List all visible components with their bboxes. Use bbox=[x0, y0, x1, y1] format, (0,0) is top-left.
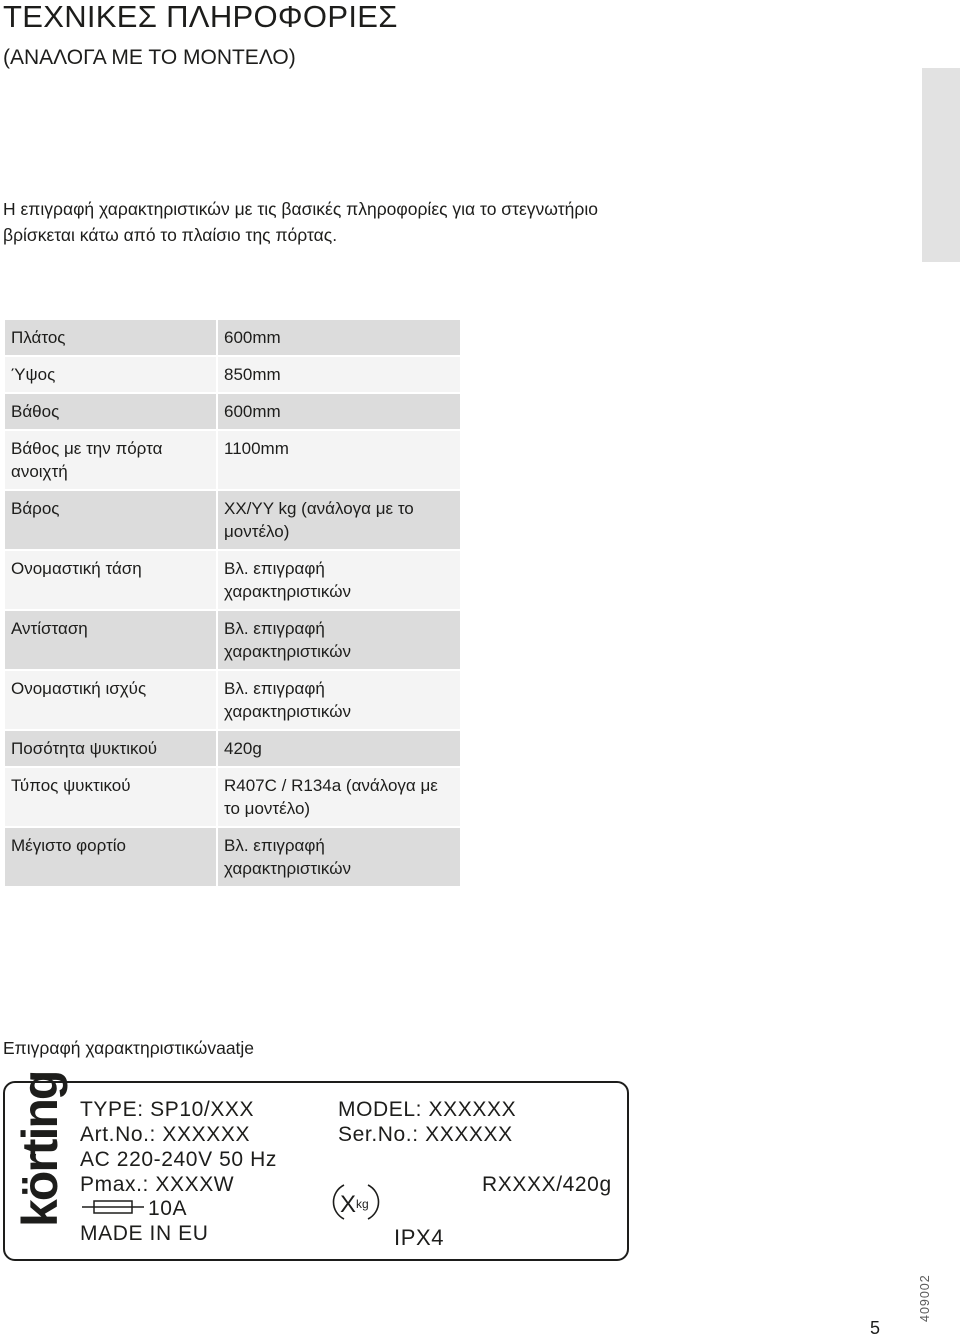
page-number: 5 bbox=[870, 1318, 881, 1338]
table-row bbox=[5, 551, 460, 609]
weight-symbol-unit: kg bbox=[356, 1197, 369, 1211]
spec-value: 600mm bbox=[218, 320, 460, 355]
weight-symbol-x: X bbox=[340, 1191, 357, 1218]
spec-value: Βλ. επιγραφή χαρακτηριστικών bbox=[218, 671, 460, 729]
table-row bbox=[5, 491, 460, 549]
table-row bbox=[5, 320, 460, 355]
spec-label: Ονομαστική ισχύς bbox=[5, 671, 216, 729]
spec-value: 420g bbox=[218, 731, 460, 766]
spec-value: Βλ. επιγραφή χαρακτηριστικών bbox=[218, 611, 460, 669]
table-row bbox=[5, 731, 460, 766]
table-row bbox=[5, 357, 460, 392]
plate-type: TYPE: SP10/XXX bbox=[80, 1098, 255, 1121]
spec-value: Βλ. επιγραφή χαρακτηριστικών bbox=[218, 828, 460, 886]
table-row bbox=[5, 394, 460, 429]
spec-label: Βάρος bbox=[5, 491, 216, 549]
plate-origin: MADE IN EU bbox=[80, 1222, 209, 1245]
spec-label: Τύπος ψυκτικού bbox=[5, 768, 216, 826]
spec-value: 1100mm bbox=[218, 431, 460, 489]
plate-pmax: Pmax.: XXXXW bbox=[80, 1173, 235, 1196]
plate-refrigerant: RXXXX/420g bbox=[482, 1173, 612, 1196]
table-row bbox=[5, 431, 460, 489]
spec-label: Ονομαστική τάση bbox=[5, 551, 216, 609]
spec-value: Βλ. επιγραφή χαρακτηριστικών bbox=[218, 551, 460, 609]
weight-kg-icon bbox=[332, 1181, 380, 1223]
spec-label: Βάθος με την πόρτα ανοιχτή bbox=[5, 431, 216, 489]
table-row bbox=[5, 828, 460, 886]
intro-text: Η επιγραφή χαρακτηριστικών με τις βασικές πληροφορίες για το στεγνωτήριο βρίσκεται κάτω από το πλαίσιο της πόρτας. bbox=[3, 199, 598, 245]
spec-value: R407C / R134a (ανάλογα με το μοντέλο) bbox=[218, 768, 460, 826]
document-code: 409002 bbox=[918, 1274, 932, 1322]
spec-label: Ύψος bbox=[5, 357, 216, 392]
table-row bbox=[5, 768, 460, 826]
spec-value: 850mm bbox=[218, 357, 460, 392]
fuse-icon bbox=[82, 1199, 144, 1215]
specs-table bbox=[3, 318, 462, 888]
spec-label: Ποσότητα ψυκτικού bbox=[5, 731, 216, 766]
page-subtitle: (ΑΝΑΛΟΓΑ ΜΕ ΤΟ ΜΟΝΤΕΛΟ) bbox=[3, 46, 296, 69]
spec-value: 600mm bbox=[218, 394, 460, 429]
plate-voltage: AC 220-240V 50 Hz bbox=[80, 1148, 277, 1171]
spec-value: XX/YY kg (ανάλογα με το μοντέλο) bbox=[218, 491, 460, 549]
spec-label: Πλάτος bbox=[5, 320, 216, 355]
side-tab bbox=[922, 68, 960, 262]
plate-fuse-rating: 10A bbox=[148, 1197, 188, 1220]
plate-serial: Ser.No.: XXXXXX bbox=[338, 1123, 513, 1146]
spec-label: Βάθος bbox=[5, 394, 216, 429]
plate-ip-rating: IPX4 bbox=[394, 1225, 445, 1250]
plate-model: MODEL: XXXXXX bbox=[338, 1098, 517, 1121]
brand-logo: körting bbox=[12, 1071, 68, 1227]
spec-label: Μέγιστο φορτίο bbox=[5, 828, 216, 886]
table-row bbox=[5, 611, 460, 669]
rating-label-caption: Επιγραφή χαρακτηριστικώvaatje bbox=[3, 1038, 255, 1058]
plate-art-no: Art.No.: XXXXXX bbox=[80, 1123, 251, 1146]
table-row bbox=[5, 671, 460, 729]
page-title: ΤΕΧΝΙΚΕΣ ΠΛΗΡΟΦΟΡΙΕΣ bbox=[3, 0, 398, 34]
spec-label: Αντίσταση bbox=[5, 611, 216, 669]
